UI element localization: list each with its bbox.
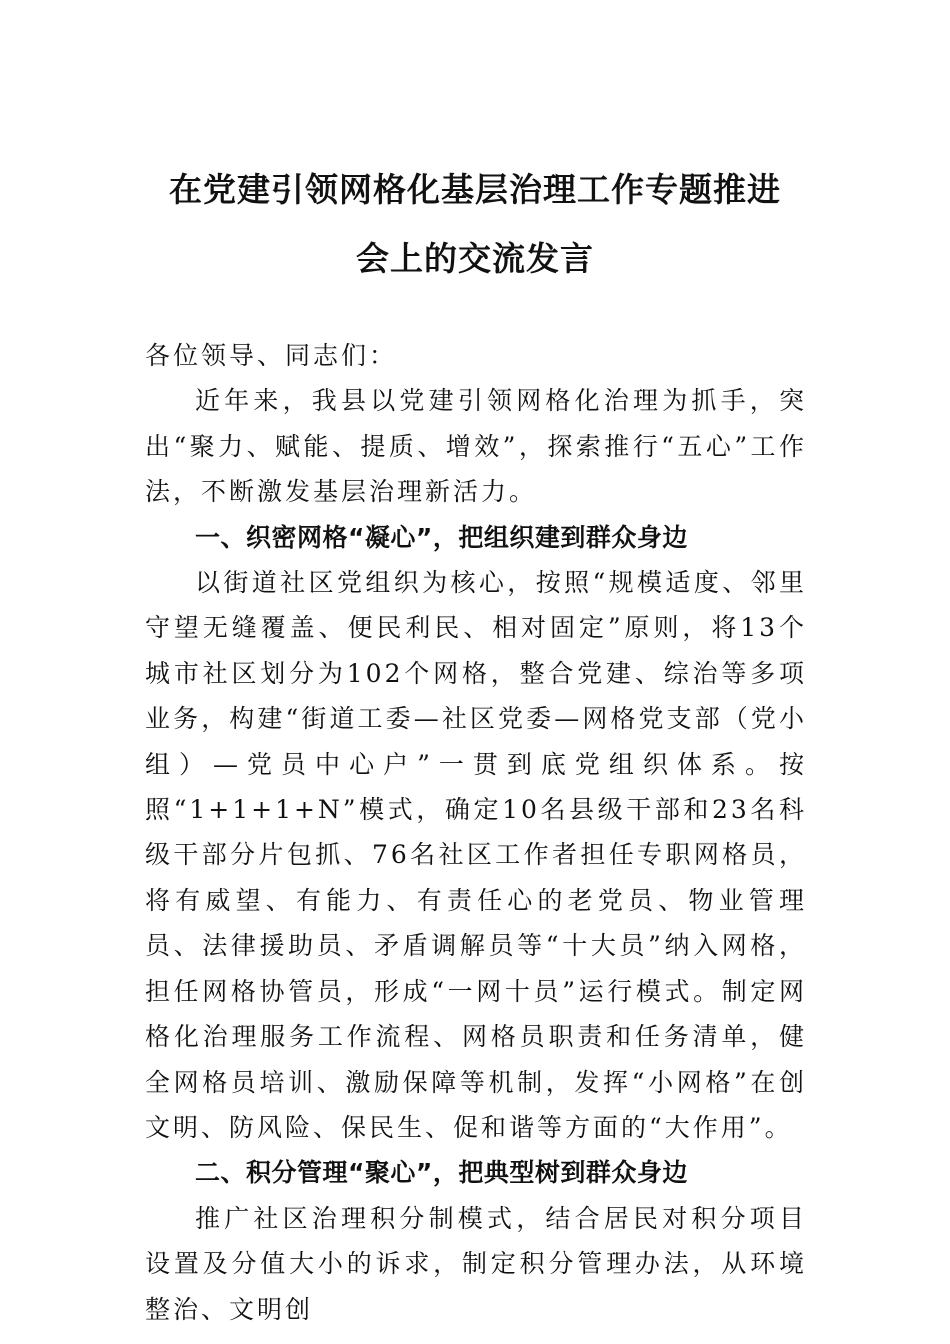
section-2-heading: 二、积分管理“聚心”，把典型树到群众身边 xyxy=(195,1158,688,1188)
section-1-heading: 一、织密网格“凝心”，把组织建到群众身边 xyxy=(195,522,688,552)
intro-paragraph: 近年来，我县以党建引领网格化治理为抓手，突出“聚力、赋能、提质、增效”，探索推行“五心”工作法，不断激发基层治理新活力。 xyxy=(145,386,807,507)
document-body xyxy=(145,333,807,1332)
document-title-line-1: 在党建引领网格化基层治理工作专题推进 xyxy=(169,170,781,209)
salutation: 各位领导、同志们： xyxy=(145,341,398,370)
document-title-line-2: 会上的交流发言 xyxy=(356,239,594,278)
section-2-paragraph: 推广社区治理积分制模式，结合居民对积分项目设置及分值大小的诉求，制定积分管理办法，从环境整治、文明创 xyxy=(145,1203,807,1324)
section-1-paragraph: 以街道社区党组织为核心，按照“规模适度、邻里守望无缝覆盖、便民利民、相对固定”原则，将13个城市社区划分为102个网格，整合党建、综治等多项业务，构建“街道工委—社区党委—网格党支部（党小组）—党员中心户”一贯到底党组织体系。按照“1+1+1+N”模式，确定10名县级干部和23名科级干部分片包抓、76名社区工作者担任专职网格员，将有威望、有能力、有责任心的老党员、物业管理员、法律援助员、矛盾调解员等“十大员”纳入网格，担任网格协管员，形成“一网十员”运行模式。制定网格化治理服务工作流程、网格员职责和任务清单，健全网格员培训、激励保障等机制，发挥“小网格”在创文明、防风险、保民生、促和谐等方面的“大作用”。 xyxy=(145,568,807,1142)
